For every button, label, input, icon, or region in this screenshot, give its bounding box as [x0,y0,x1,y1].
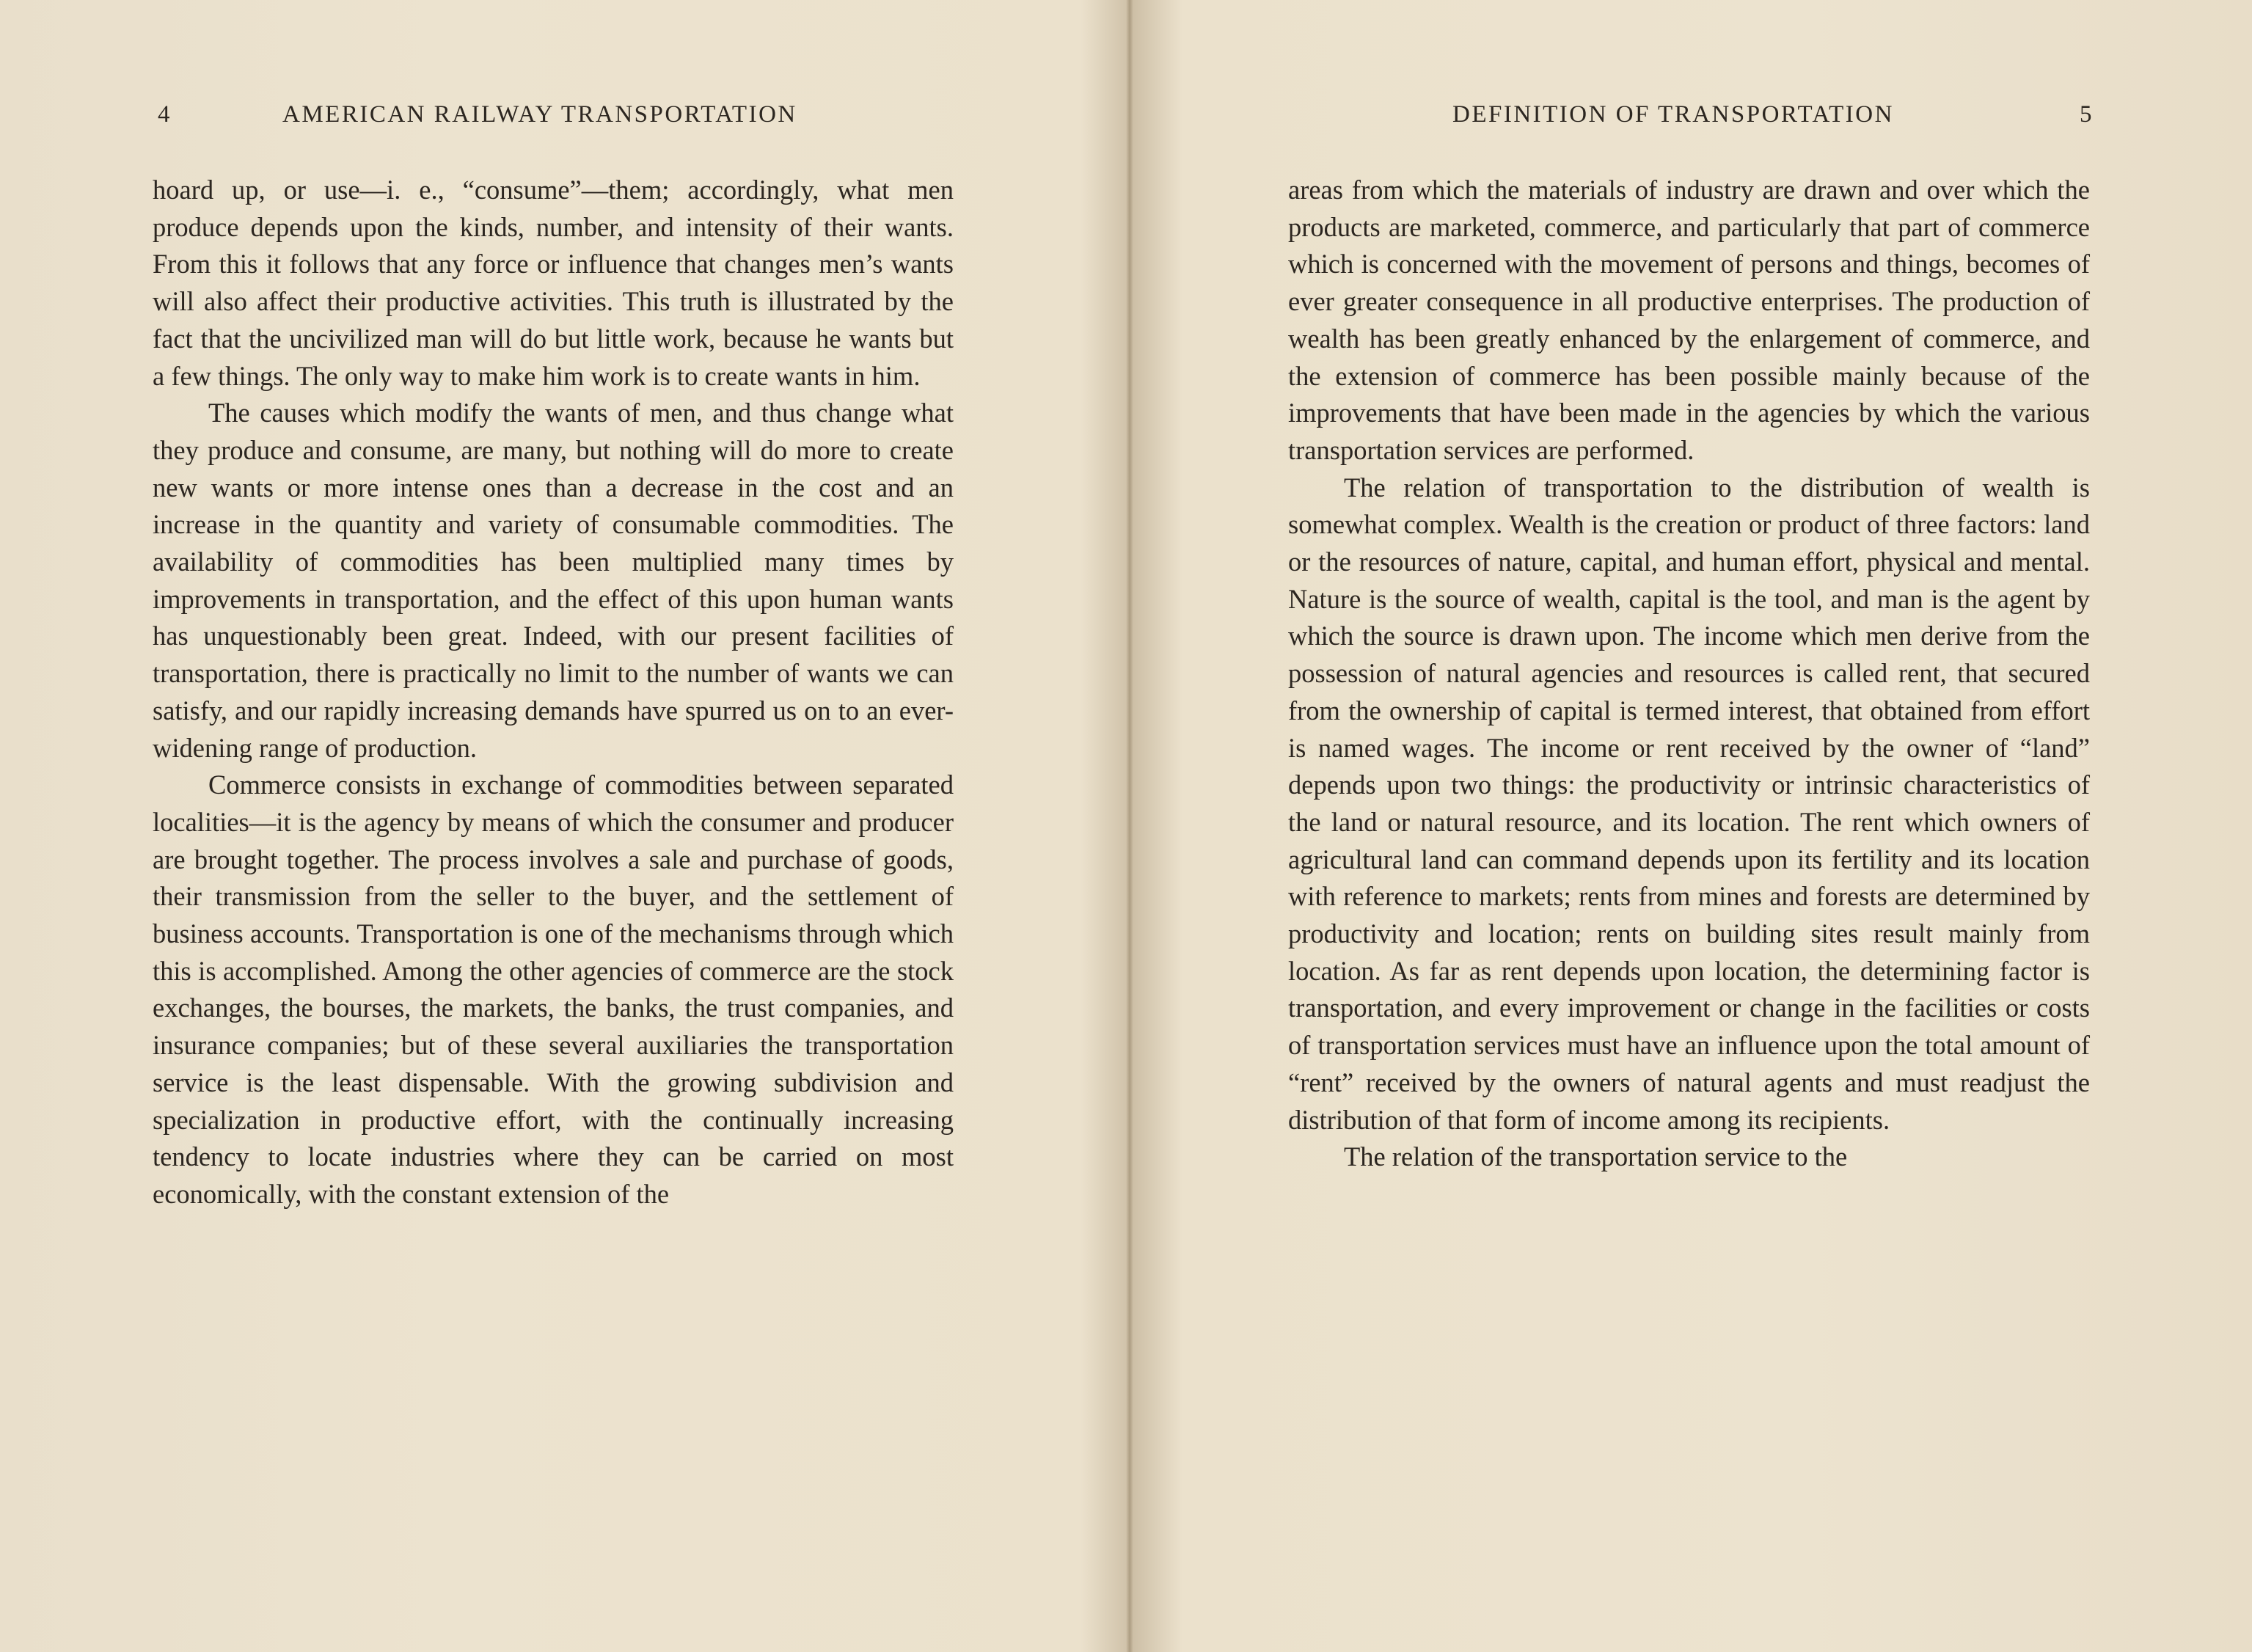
running-head: DEFINITION OF TRANSPORTATION [1452,101,1894,128]
paragraph: The relation of the transportation service to the [1344,1141,1848,1172]
right-page [1133,0,2252,1652]
book-gutter [1126,0,1133,1652]
paragraph: The causes which modify the wants of men, and thus change what they produce and consume, are many, but nothing will do more to create new wants or more intense ones than a decrease in the cost and an increase in the quantity and variety of consumable commodities. The availability of commodities has been multiplied many times by improvements in transportation, and the effect of this upon human wants has unquestionably been great. Indeed, with our present facilities of transportation, there is practically no limit to the number of wants we can satisfy, and our rapidly increasing demands have spurred us on to an ever-widening range of production. [153,398,954,763]
running-head: AMERICAN RAILWAY TRANSPORTATION [282,101,797,128]
page-body [153,172,954,1213]
paragraph: Commerce consists in exchange of commodities between separated localities—it is the agency by means of which the consumer and producer are brought together. The process involves a sale and purchase of goods, their transmission from the seller to the buyer, and the settlement of business accounts. Transportation is one of the mechanisms through which this is accomplished. Among the other agencies of commerce are the stock exchanges, the bourses, the markets, the banks, the trust companies, and insurance companies; but of these several auxiliaries the transportation service is the least dispensable. With the growing subdivision and specialization in productive effort, with the continually increasing tendency to locate industries where they can be carried on most economically, with the constant extension of the [153,770,954,1209]
page-number: 5 [2080,101,2094,128]
paragraph: areas from which the materials of industry are drawn and over which the products are marketed, commerce, and particularly that part of commerce which is concerned with the movement of persons and things, becomes of ever greater consequence in all productive enterprises. The production of wealth has been greatly enhanced by the enlargement of commerce, and the extension of commerce has been possible mainly because of the improvements that have been made in the agencies by which the various transportation services are performed. [1288,175,2090,465]
page-number: 4 [158,101,172,128]
paragraph: The relation of transportation to the distribution of wealth is somewhat complex. Wealth is the creation or product of three factors: land or the resources of nature, capital, and human effort, physical and mental. Nature is the source of wealth, capital is the tool, and man is the agent by which the source is drawn upon. The income which men derive from the possession of natural agencies and resources is called rent, that secured from the ownership of capital is termed interest, that obtained from effort is named wages. The income or rent received by the owner of “land” depends upon two things: the productivity or intrinsic characteristics of the land or natural resource, and its location. The rent which owners of agricultural land can command depends upon its fertility and its location with reference to markets; rents from mines and forests are determined by productivity and location; rents on building sites result mainly from location. As far as rent depends upon location, the determining factor is transportation, and every improvement or change in the facilities or costs of transportation services must have an influence upon the total amount of “rent” received by the owners of natural agents and must readjust the distribution of that form of income among its recipients. [1288,472,2090,1135]
page-body [1288,172,2090,1176]
paragraph: hoard up, or use—i. e., “consume”—them; accordingly, what men produce depends upon the kinds, number, and intensity of their wants. From this it follows that any force or influence that changes men’s wants will also affect their productive activities. This truth is illustrated by the fact that the uncivilized man will do but little work, because he wants but a few things. The only way to make him work is to create wants in him. [153,175,954,391]
